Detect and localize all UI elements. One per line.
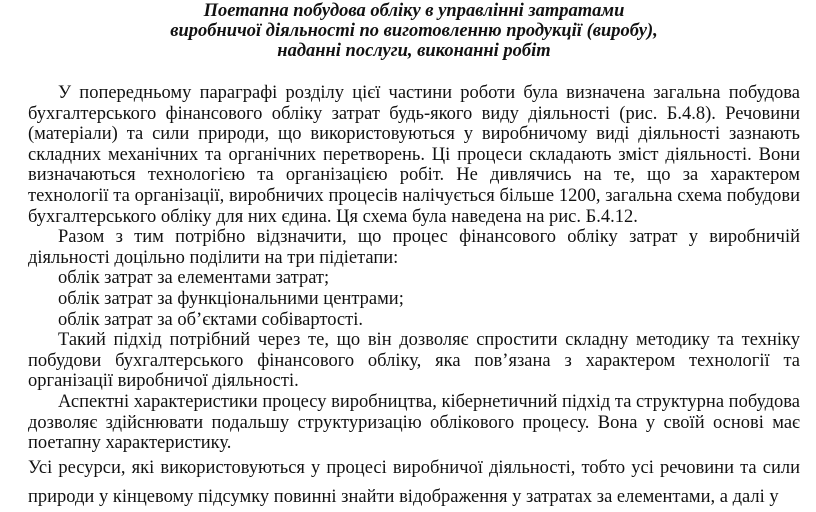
list-item-2: облік затрат за функціональними центрами; [58,288,404,309]
paragraph-4: Аспектні характеристики процесу виробництва, кібернетичний підхід та структурна побудова дозволяє здійснювати подальшу структуризацію облікового процесу. Вона у своїй основі має поетапну характеристику. [28,391,800,454]
heading-line-1: Поетапна побудова обліку в управлінні затратами [203,1,625,21]
list-item-3: облік затрат за об’єктами собівартості. [58,309,363,330]
paragraph-2: Разом з тим потрібно відзначити, що процес фінансового обліку затрат у виробничій діяльності доцільно поділити на три підіетапи: [28,227,800,268]
section-heading [28,0,800,61]
paragraph-3: Такий підхід потрібний через те, що він дозволяє спростити складну методику та техніку побудови бухгалтерського фінансового обліку, яка пов’язана з характером технології та організації виробничої діяльності. [28,330,800,392]
paragraph-5: Усі ресурси, які використовуються у процесі виробничої діяльності, тобто усі речовини та сили природи у кінцевому підсумку повинні знайти відображення у затратах за елементами, а далі у [28,457,800,507]
heading-line-2: виробничої діяльності по виготовленню продукції (виробу), [170,21,658,41]
paragraph-1: У попередньому параграфі розділу цієї частини роботи була визначена загальна побудова бухгалтерського фінансового обліку затрат будь-якого виду діяльності (рис. Б.4.8). Речовини (матеріали) та сили природи, що використовуються у виробничому виді діяльності зазнають складних механічних та органічних перетворень. Ці процеси складають зміст діяльності. Вони визначаються технологією та організацією робіт. Не дивлячись на те, що за характером технології та організації, виробничих процесів налічується більше 1200, загальна схема побудови бухгалтерського обліку для них єдина. Ця схема була наведена на рис. Б.4.12. [28,83,800,227]
heading-line-3: наданні послуги, виконанні робіт [277,41,551,61]
list-item-1: облік затрат за елементами затрат; [58,268,330,289]
document-body [28,83,800,512]
